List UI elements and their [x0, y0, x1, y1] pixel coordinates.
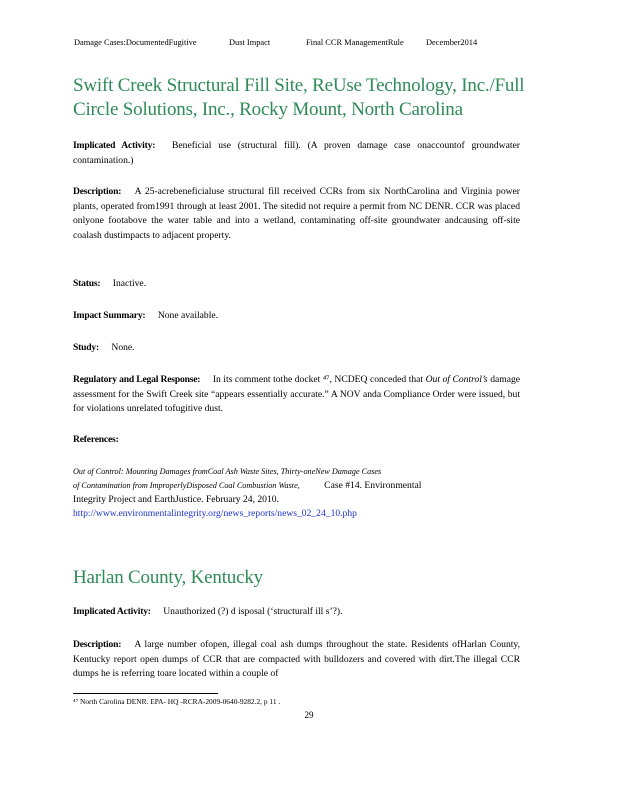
harlan-description-text: A large number ofopen, illegal coal ash dumps throughout the state. Residents ofHarlan County, Kentucky report open dumps of CCR that are compacted with bulldozers and covered with dirt.The illegal CCR dumps he is referring toare located within a couple of [73, 639, 520, 680]
impact-summary-label: Impact Summary: [73, 310, 146, 321]
regulatory-response-text: In its comment tothe docket ⁴⁷, NCDEQ conceded that [212, 374, 424, 385]
reference-url-link[interactable]: http://www.environmentalintegrity.org/news_reports/news_02_24_10.php [73, 508, 357, 519]
study-paragraph [73, 341, 520, 356]
reference-line-2: of Contamination from ImproperlyDisposed Coal Combustion Waste, [73, 481, 300, 490]
header-impact: Dust Impact [229, 38, 271, 47]
harlan-description-label: Description: [73, 639, 122, 650]
harlan-description-paragraph [73, 638, 520, 682]
study-text: None. [111, 342, 135, 353]
reference-entry [73, 465, 520, 521]
implicated-activity-label: Implicated Activity: [73, 140, 156, 151]
harlan-implicated-activity-text: Unauthorized (?) d isposal (‘structuralf ill s’?). [163, 606, 343, 617]
references-label: References: [73, 434, 119, 445]
status-paragraph [73, 277, 520, 292]
implicated-activity-text: Beneficial use (structural fill). (A proven damage case onaccountof groundwater contamination.) [73, 140, 520, 166]
harlan-implicated-activity-label: Implicated Activity: [73, 606, 151, 617]
reference-line-1: Out of Control: Mounting Damages fromCoal Ash Waste Sites, Thirty-oneNew Damage Cases [73, 467, 382, 476]
regulatory-response-text-cont: damage assessment for the Swift Creek site “appears essentially accurate.” A NOV anda Compliance Order were issued, but for violations unrelated tofugitive dust. [73, 374, 521, 415]
harlan-implicated-activity-paragraph [73, 605, 520, 620]
impact-summary-text: None available. [157, 310, 219, 321]
impact-summary-paragraph [73, 309, 520, 324]
regulatory-response-label: Regulatory and Legal Response: [73, 374, 201, 385]
header-date: December2014 [426, 38, 478, 47]
status-label: Status: [73, 278, 101, 289]
section-title-swift-creek: Swift Creek Structural Fill Site, ReUse Technology, Inc./Full Circle Solutions, Inc., Rocky Mount, North Carolina [73, 75, 525, 120]
header-rule: Final CCR ManagementRule [306, 38, 404, 47]
status-text: Inactive. [112, 278, 147, 289]
header-doc-type: Damage Cases:DocumentedFugitive [74, 38, 197, 47]
reference-line-2-tail: Case #14. Environmental [324, 480, 422, 491]
implicated-activity-paragraph [73, 139, 520, 168]
description-paragraph [73, 185, 520, 243]
description-text: A 25-acrebeneficialuse structural fill received CCRs from six NorthCarolina and Virginia power plants, operated from1991 through at least 2001. The sitedid not require a permit from NC DENR. CCR was placed onlyone footabove the water table and into a wetland, contaminating off-site groundwater andcausing off-site coalash dustimpacts to adjacent property. [73, 186, 520, 241]
study-label: Study: [73, 342, 99, 353]
reference-line-2-wrap [73, 479, 520, 493]
description-label: Description: [73, 186, 122, 197]
references-heading-paragraph [73, 433, 520, 448]
section-title-harlan-county: Harlan County, Kentucky [73, 567, 263, 588]
regulatory-response-italic: Out of Control’s [425, 374, 488, 385]
footnote-separator [73, 693, 218, 694]
footnote-47: ⁴⁷ North Carolina DENR. EPA- HQ -RCRA-2009-0640-9282.2, p 11 . [73, 697, 281, 706]
regulatory-response-paragraph [73, 373, 520, 417]
page-number: 29 [304, 710, 314, 720]
reference-line-3: Integrity Project and EarthJustice. February 24, 2010. [73, 494, 279, 505]
